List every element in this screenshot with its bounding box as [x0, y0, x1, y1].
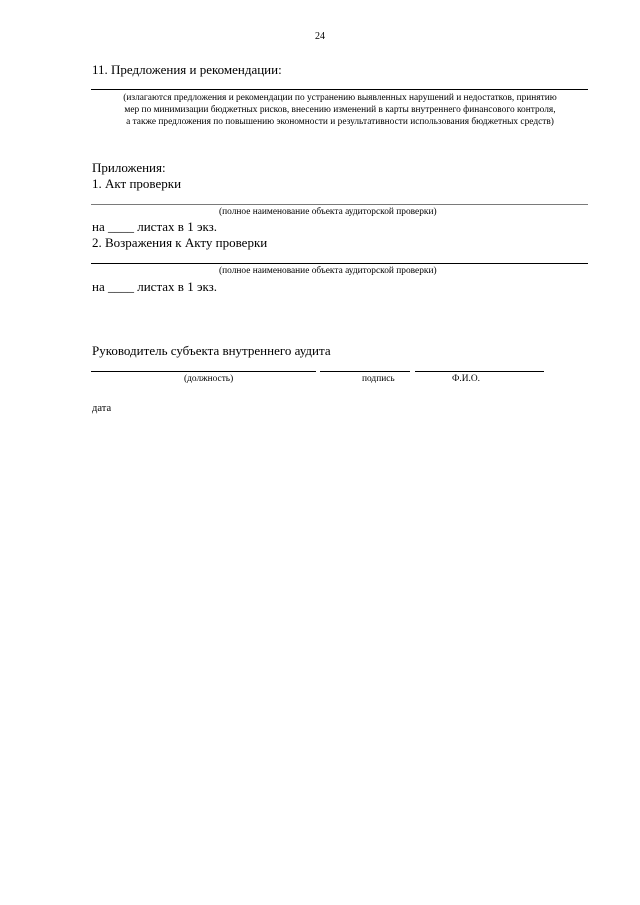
proposals-note-line-2: мер по минимизации бюджетных рисков, внесению изменений в карты внутреннего финансового контроля,	[124, 105, 556, 115]
position-line	[91, 371, 316, 372]
appendix-1-title: 1. Акт проверки	[92, 176, 182, 191]
appendix-1-caption: (полное наименование объекта аудиторской проверки)	[219, 207, 437, 217]
section-title: 11. Предложения и рекомендации:	[92, 62, 282, 77]
appendix-2-title: 2. Возражения к Акту проверки	[92, 235, 268, 250]
proposals-line	[91, 89, 588, 90]
appendix-2-sheets: на ____ листах в 1 экз.	[92, 279, 218, 294]
appendix-2-caption: (полное наименование объекта аудиторской проверки)	[219, 266, 437, 276]
sign-label: подпись	[362, 374, 395, 384]
sign-line	[320, 371, 410, 372]
appendix-2-line	[91, 263, 588, 264]
proposals-note-line-1: (излагаются предложения и рекомендации по устранению выявленных нарушений и недостатков, принятию	[123, 93, 557, 103]
date-label: дата	[92, 403, 112, 414]
name-label: Ф.И.О.	[452, 374, 480, 384]
appendix-1-line	[91, 204, 588, 205]
proposals-note-line-3: а также предложения по повышению экономности и результативности использования бюджетных средств)	[126, 117, 554, 127]
signature-title: Руководитель субъекта внутреннего аудита	[92, 343, 331, 358]
appendices-heading: Приложения:	[92, 160, 166, 175]
appendix-1-sheets: на ____ листах в 1 экз.	[92, 219, 218, 234]
name-line	[415, 371, 544, 372]
position-label: (должность)	[184, 374, 234, 384]
page-number: 24	[315, 31, 325, 42]
